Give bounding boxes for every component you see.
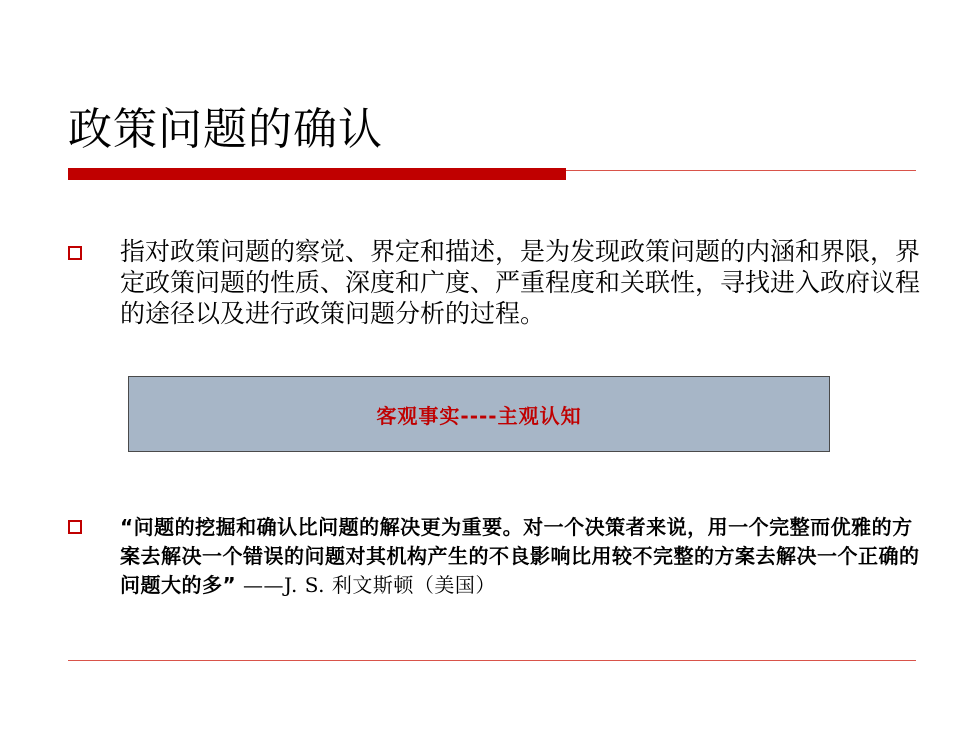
hollow-square-icon bbox=[68, 246, 82, 260]
hollow-square-icon bbox=[68, 520, 82, 534]
quote-body: “问题的挖掘和确认比问题的解决更为重要。对一个决策者来说，用一个完整而优雅的方案去解决一个错误的问题对其机构产生的不良影响比用较不完整的方案去解决一个正确的问题大的多” bbox=[120, 515, 920, 597]
slide-title: 政策问题的确认 bbox=[68, 104, 383, 155]
footer-divider bbox=[68, 660, 916, 661]
bullet-quote bbox=[68, 513, 920, 600]
bullet-definition bbox=[68, 236, 920, 329]
bullet-definition-text: 指对政策问题的察觉、界定和描述，是为发现政策问题的内涵和界限，界定政策问题的性质、深度和广度、严重程度和关联性，寻找进入政府议程的途径以及进行政策问题分析的过程。 bbox=[120, 237, 921, 328]
concept-box bbox=[128, 376, 830, 452]
title-underline-accent bbox=[68, 168, 566, 180]
bullet-quote-text bbox=[120, 513, 920, 600]
concept-box-text: 客观事实----主观认知 bbox=[376, 403, 582, 428]
quote-attribution: ——J. S. 利文斯顿（美国） bbox=[236, 573, 496, 597]
